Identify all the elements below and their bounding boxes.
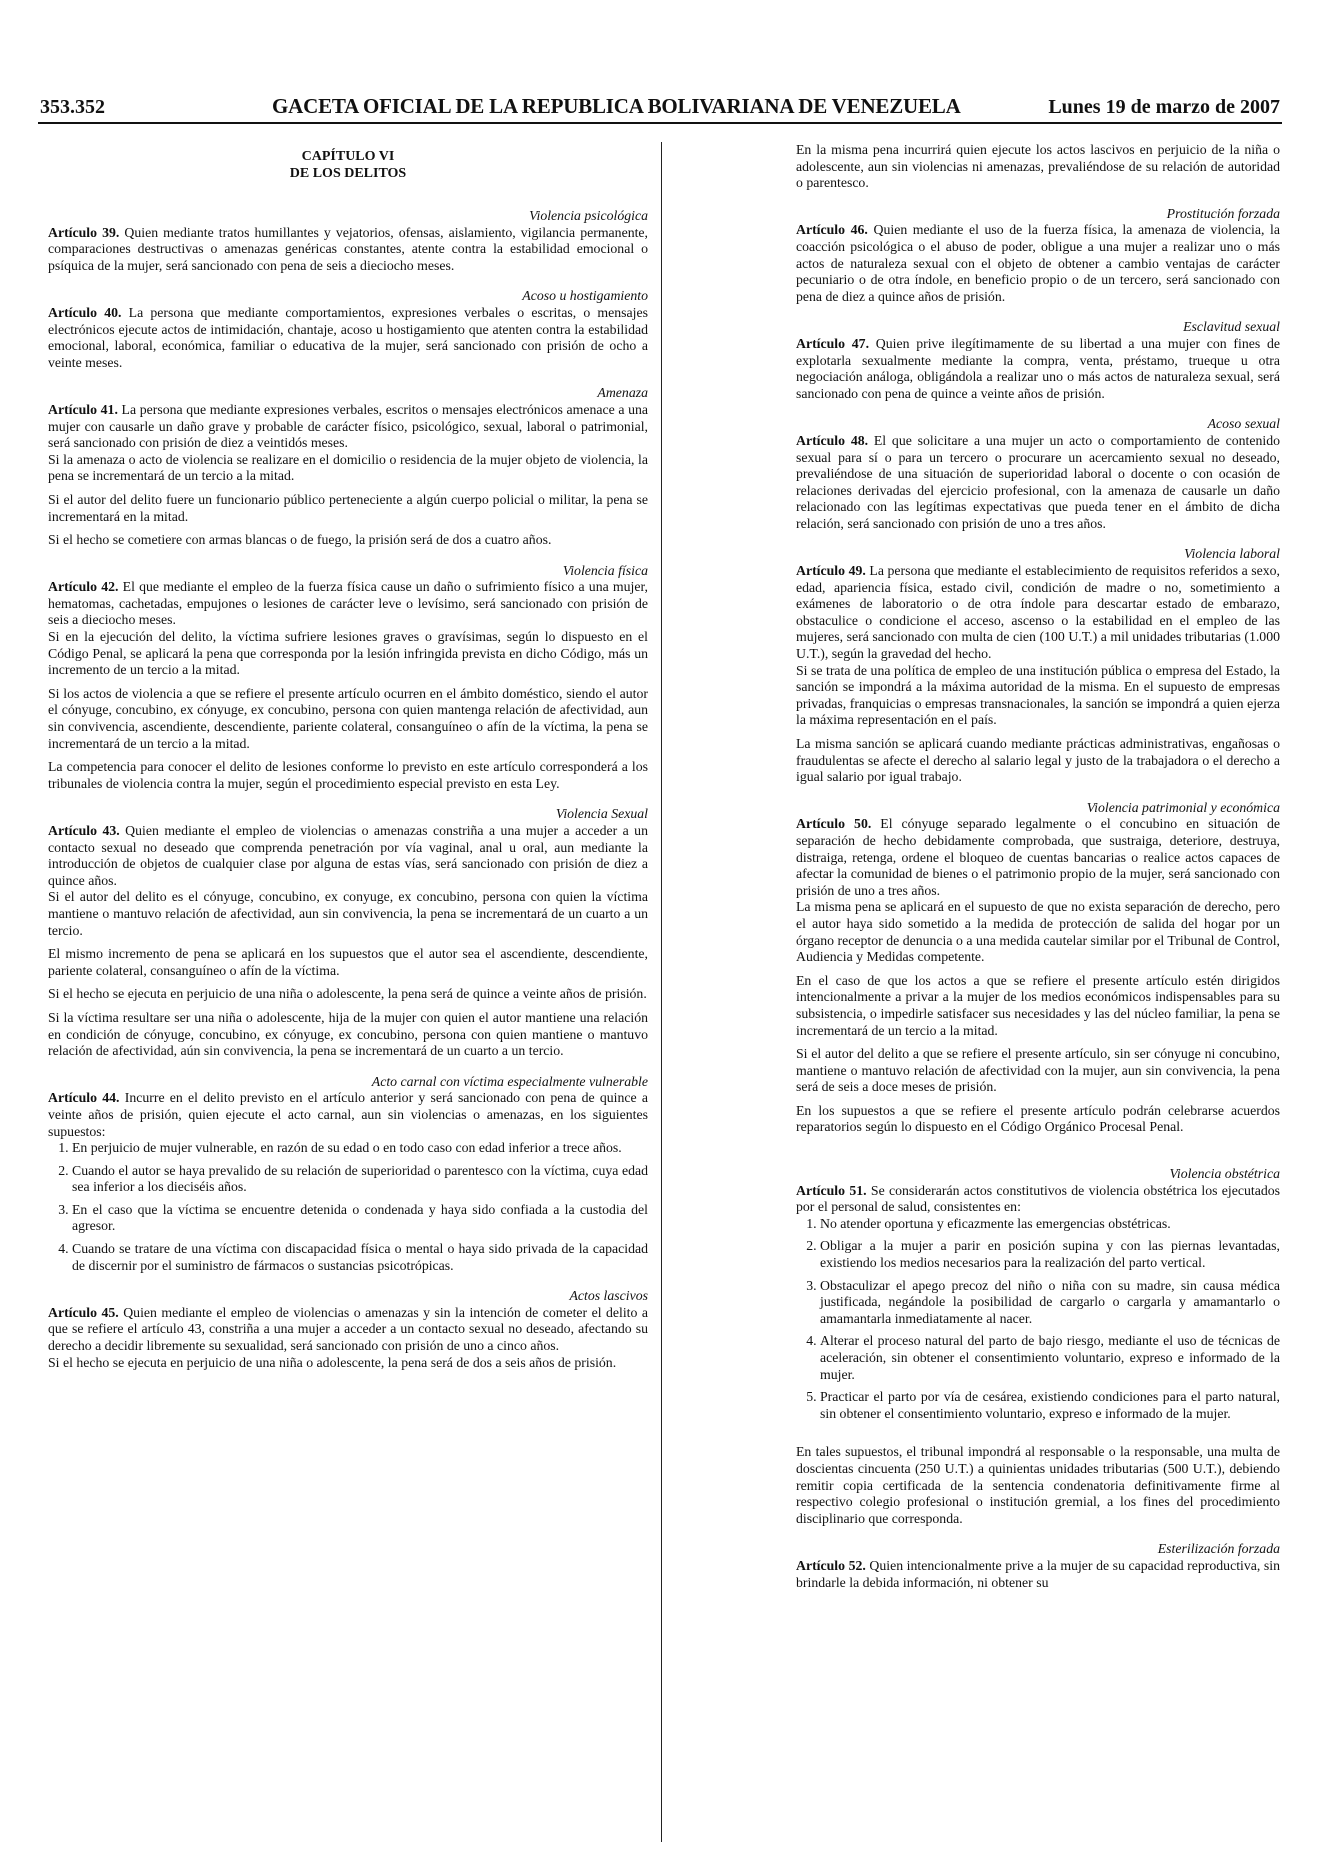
article-50 xyxy=(796,800,1280,1136)
article-text: El que solicitare a una mujer un acto o comportamiento de contenido sexual para sí o para un tercero o procurare un acercamiento sexual no deseado, prevaliéndose de una situación de superioridad laboral o docente o con ocasión de relaciones derivadas del ejercicio profesional, con la amenaza de causarle un daño relacionado con las legítimas expectativas que pueda tener en el ámbito de dicha relación, será sancionado con prisión de uno a tres años. xyxy=(796,432,1280,531)
article-subtitle: Violencia psicológica xyxy=(529,208,648,223)
article-subtitle: Esclavitud sexual xyxy=(1183,319,1280,335)
gazette-header xyxy=(38,96,1282,124)
article-subtitle: Acoso u hostigamiento xyxy=(522,288,648,304)
article-subtitle: Violencia laboral xyxy=(1184,546,1280,562)
article-45 xyxy=(48,1288,648,1371)
article-number: Artículo 43. xyxy=(48,823,120,838)
article-number: Artículo 50. xyxy=(796,816,872,832)
right-column xyxy=(798,142,1282,1605)
article-paragraph: La competencia para conocer el delito de lesiones conforme lo previsto en este artículo corresponderá a los tribunales de violencia contra la mujer, según el procedimiento especial previsto en esta Ley. xyxy=(48,759,648,791)
article-paragraph: Si los actos de violencia a que se refiere el presente artículo ocurren en el ámbito doméstico, siendo el autor el cónyuge, concubino, ex cónyuge, ex concubino, persona con quien mantenga relación de afectividad, aun sin convivencia, ascendiente, descendiente, pariente colateral, consanguíneo o afín de la víctima, la pena se incrementará de un tercio a la mitad. xyxy=(48,685,648,751)
article-48 xyxy=(796,416,1280,532)
list-item: 1. En perjuicio de mujer vulnerable, en razón de su edad o en todo caso con edad inferior a trece años. xyxy=(72,1140,648,1157)
article-text: Incurre en el delito previsto en el artículo anterior y será sancionado con pena de quince a veinte años de prisión, quien ejecute el acto carnal, aun sin violencias o amenazas, en los siguientes supuestos: xyxy=(48,1090,648,1139)
article-subtitle: Violencia obstétrica xyxy=(1169,1166,1280,1182)
article-number: Artículo 47. xyxy=(796,335,870,351)
chapter-title: DE LOS DELITOS xyxy=(289,166,407,181)
article-subtitle: Prostitución forzada xyxy=(1166,205,1280,221)
article-text: La persona que mediante expresiones verbales, escritos o mensajes electrónicos amenace a una mujer con causarle un daño grave y probable de carácter físico, psicológico, sexual, laboral o patrimonial, será sancionado con prisión de diez a veintidós meses. xyxy=(48,401,648,451)
article-47 xyxy=(796,319,1280,402)
list-item: 4. Alterar el proceso natural del parto de bajo riesgo, mediante el uso de técnicas de aceleración, sin obtener el consentimiento voluntario, expreso e informado de la mujer. xyxy=(820,1333,1280,1383)
article-paragraph: Si el autor del delito es el cónyuge, concubino, ex conyuge, ex concubino, persona con quien la víctima mantiene o mantuvo relación de afectividad, aun sin convivencia, la pena se incrementará de un cuarto a un tercio. xyxy=(48,889,648,938)
article-paragraph: En tales supuestos, el tribunal impondrá al responsable o la responsable, una multa de doscientas cincuenta (250 U.T.) a quinientas unidades tributarias (500 U.T.), debiendo remitir copia certificada de la sentencia condenatoria definitivamente firme al respectivo colegio profesional o institución gremial, a los fines del procedimiento disciplinario que corresponda. xyxy=(796,1444,1280,1526)
article-subtitle: Acoso sexual xyxy=(1207,416,1280,432)
issue-date: Lunes 19 de marzo de 2007 xyxy=(1048,96,1280,118)
list-item: 2. Cuando el autor se haya prevalido de su relación de superioridad o parentesco con la víctima, cuya edad sea inferior a los dieciséis años. xyxy=(72,1163,648,1196)
article-number: Artículo 52. xyxy=(796,1557,866,1573)
chapter-heading xyxy=(48,148,648,182)
article-51 xyxy=(796,1166,1280,1527)
article-49 xyxy=(796,546,1280,785)
article-number: Artículo 44. xyxy=(48,1090,120,1106)
article-paragraph: La misma pena se aplicará en el supuesto de que no exista separación de derecho, pero el autor haya sido sometido a la medida de protección de salida del hogar por un órgano receptor de denuncia o a una medida cautelar similar por el Tribunal de Control, Audiencia y Medidas competente. xyxy=(796,899,1280,965)
list-item: 3. En el caso que la víctima se encuentre detenida o condenada y haya sido confiada a la custodia del agresor. xyxy=(72,1202,648,1235)
article-text: Quien mediante tratos humillantes y vejatorios, ofensas, aislamiento, vigilancia permanente, comparaciones destructivas o amenazas genéricas constantes, atente contra la estabilidad emocional o psíquica de la mujer, será sancionado con pena de seis a dieciocho meses. xyxy=(48,224,648,273)
article-paragraph: Si el autor del delito a que se refiere el presente artículo, sin ser cónyuge ni concubino, mantiene o mantuvo relación de afectividad con la mujer, aun sin convivencia, la pena será de seis a doce meses de prisión. xyxy=(796,1046,1280,1095)
article-number: Artículo 49. xyxy=(796,563,866,579)
article-text: Quien mediante el empleo de violencias o amenazas y sin la intención de cometer el delito a que se refiere el artículo 43, constriña a una mujer a acceder a un contacto sexual no deseado, afectando su derecho a decidir libremente su sexualidad, será sancionado con prisión de uno a cinco años. xyxy=(48,1304,648,1354)
chapter-number: CAPÍTULO VI xyxy=(301,149,395,164)
article-number: Artículo 48. xyxy=(796,432,869,448)
gazette-title: GACETA OFICIAL DE LA REPUBLICA BOLIVARIANA DE VENEZUELA xyxy=(272,94,961,118)
article-text: Se considerarán actos constitutivos de violencia obstétrica los ejecutados por el personal de salud, consistentes en: xyxy=(796,1182,1280,1215)
article-subtitle: Violencia patrimonial y económica xyxy=(1086,799,1280,815)
article-number: Artículo 51. xyxy=(796,1182,867,1198)
article-46 xyxy=(796,206,1280,306)
article-text: Quien prive ilegítimamente de su libertad a una mujer con fines de explotarla sexualmente mediante la compra, venta, préstamo, trueque u otra negociación análoga, obligándola a realizar uno o más actos de naturaleza sexual, será sancionado con pena de quince a veinte años de prisión. xyxy=(796,335,1280,401)
list-item: 5. Practicar el parto por vía de cesárea, existiendo condiciones para el parto natural, sin obtener el consentimiento voluntario, expreso e informado de la mujer. xyxy=(820,1389,1280,1422)
list-item: 3. Obstaculizar el apego precoz del niño o niña con su madre, sin causa médica justificada, negándole la posibilidad de cargarlo o cargarla y amamantarlo o amamantarla inmediatamente al nacer. xyxy=(820,1278,1280,1328)
article-subtitle: Acto carnal con víctima especialmente vulnerable xyxy=(371,1073,648,1089)
article-subtitle: Violencia Sexual xyxy=(555,806,648,822)
article-number: Artículo 46. xyxy=(796,222,868,238)
article-subtitle: Amenaza xyxy=(597,385,648,401)
article-text: El que mediante el empleo de la fuerza física cause un daño o sufrimiento físico a una mujer, hematomas, cachetadas, empujones o lesiones de carácter leve o levísimo, será sancionado con prisión de seis a dieciocho meses. xyxy=(48,579,648,628)
article-paragraph: Si el hecho se ejecuta en perjuicio de una niña o adolescente, la pena será de quince a veinte años de prisión. xyxy=(48,986,647,1002)
article-52 xyxy=(796,1541,1280,1591)
article-paragraph: Si el hecho se cometiere con armas blancas o de fuego, la prisión será de dos a cuatro años. xyxy=(48,532,552,548)
article-text: El cónyuge separado legalmente o el concubino en situación de separación de hecho debidamente comprobada, que sustraiga, deteriore, destruya, distraiga, retenga, ordene el bloqueo de cuentas bancarias o realice actos capaces de afectar la comunidad de bienes o el patrimonio propio de la mujer, será sancionado con prisión de uno a tres años. xyxy=(796,816,1280,898)
list-item: 1. No atender oportuna y eficazmente las emergencias obstétricas. xyxy=(820,1216,1280,1233)
article-number: Artículo 42. xyxy=(48,579,119,595)
article-text: Quien intencionalmente prive a la mujer de su capacidad reproductiva, sin brindarle la debida información, ni obtener su xyxy=(796,1557,1280,1590)
left-column xyxy=(48,142,648,1385)
article-list xyxy=(48,1140,648,1274)
article-paragraph: En la misma pena incurrirá quien ejecute los actos lascivos en perjuicio de la niña o adolescente, aun sin violencias ni amenazas, prevaliéndose de su relación de autoridad o parentesco. xyxy=(796,142,1280,191)
article-41 xyxy=(48,385,648,548)
article-paragraph: Si se trata de una política de empleo de una institución pública o empresa del Estado, la sanción se impondrá a la máxima autoridad de la misma. En el supuesto de empresas privadas, franquicias o empresas transnacionales, la sanción se impondrá a quien ejerza la máxima representación en el país. xyxy=(796,662,1280,728)
article-paragraph: En los supuestos a que se refiere el presente artículo podrán celebrarse acuerdos reparatorios según lo dispuesto en el Código Orgánico Procesal Penal. xyxy=(796,1102,1280,1135)
page-number: 353.352 xyxy=(40,96,105,118)
article-42 xyxy=(48,563,648,793)
article-paragraph: El mismo incremento de pena se aplicará en los supuestos que el autor sea el ascendiente, descendiente, pariente colateral, consanguíneo o afín de la víctima. xyxy=(48,946,648,978)
article-subtitle: Violencia física xyxy=(562,562,648,578)
article-subtitle: Actos lascivos xyxy=(569,1288,648,1304)
article-text: La persona que mediante comportamientos, expresiones verbales o escritas, o mensajes electrónicos ejecute actos de intimidación, chantaje, acoso u hostigamiento que atenten contra la estabilidad emocional, laboral, económica, familiar o educativa de la mujer, será sancionado con prisión de ocho a veinte meses. xyxy=(48,304,648,370)
article-44 xyxy=(48,1074,648,1275)
article-paragraph: Si el autor del delito fuere un funcionario público perteneciente a algún cuerpo policial o militar, la pena se incrementará en la mitad. xyxy=(48,491,648,524)
article-number: Artículo 41. xyxy=(48,401,118,417)
list-item: 4. Cuando se tratare de una víctima con discapacidad física o mental o haya sido privada de la capacidad de discernir por el suministro de fármacos o sustancias psicotrópicas. xyxy=(72,1241,648,1274)
article-paragraph: La misma sanción se aplicará cuando mediante prácticas administrativas, engañosas o fraudulentas se afecte el derecho al salario legal y justo de la trabajadora o el derecho a igual salario por igual trabajo. xyxy=(796,736,1280,785)
article-number: Artículo 40. xyxy=(48,304,122,320)
article-39 xyxy=(48,208,648,274)
article-number: Artículo 45. xyxy=(48,1304,119,1320)
column-divider xyxy=(661,142,662,1842)
article-text: Quien mediante el empleo de violencias o amenazas constriña a una mujer a acceder a un contacto sexual no deseado que comprenda penetración por vía vaginal, anal u oral, aun mediante la introducción de objetos de cualquier clase por alguna de estas vías, será sancionado con prisión de diez a quince años. xyxy=(48,823,648,888)
article-paragraph: Si en la ejecución del delito, la víctima sufriere lesiones graves o gravísimas, según lo dispuesto en el Código Penal, se aplicará la pena que corresponda por la lesión infringida prevista en dicho Código, más un incremento de un tercio a la mitad. xyxy=(48,629,648,678)
article-text: Quien mediante el uso de la fuerza física, la amenaza de violencia, la coacción psicológica o el abuso de poder, obligue a una mujer a realizar uno o más actos de naturaleza sexual con el objeto de obtener a cambio ventajas de carácter pecuniario o de otra índole, en beneficio propio o de un tercero, será sancionado con pena de diez a quince años de prisión. xyxy=(796,222,1281,304)
article-paragraph: En el caso de que los actos a que se refiere el presente artículo estén dirigidos intencionalmente a privar a la mujer de los medios económicos indispensables para su subsistencia, o impedirle satisfacer sus necesidades y las del núcleo familiar, la pena se incrementará de un tercio a la mitad. xyxy=(796,972,1280,1038)
article-paragraph: Si la víctima resultare ser una niña o adolescente, hija de la mujer con quien el autor mantiene una relación en condición de cónyuge, concubino, ex cónyuge, ex concubino, persona con quien mantiene o mantuvo relación de afectividad, aún sin convivencia, la pena se incrementará de un cuarto a un tercio. xyxy=(48,1009,648,1059)
article-43 xyxy=(48,806,648,1059)
list-item: 2. Obligar a la mujer a parir en posición supina y con las piernas levantadas, existiendo los medios necesarios para la realización del parto vertical. xyxy=(820,1238,1280,1271)
article-40 xyxy=(48,288,648,371)
article-45-continued xyxy=(796,142,1280,192)
article-text: La persona que mediante el establecimiento de requisitos referidos a sexo, edad, apariencia física, estado civil, condición de madre o no, sometimiento a exámenes de laboratorio o de otra índole para descartar estado de embarazo, obstaculice o condicione el acceso, ascenso o la estabilidad en el empleo de las mujeres, será sancionado con multa de cien (100 U.T.) a mil unidades tributarias (1.000 U.T.), según la gravedad del hecho. xyxy=(796,563,1280,662)
article-list xyxy=(796,1216,1280,1423)
article-paragraph: Si el hecho se ejecuta en perjuicio de una niña o adolescente, la pena será de dos a seis años de prisión. xyxy=(48,1354,617,1370)
article-subtitle: Esterilización forzada xyxy=(1157,1541,1280,1557)
article-number: Artículo 39. xyxy=(48,224,120,240)
article-paragraph: Si la amenaza o acto de violencia se realizare en el domicilio o residencia de la mujer objeto de violencia, la pena se incrementará de un tercio a la mitad. xyxy=(48,451,648,484)
